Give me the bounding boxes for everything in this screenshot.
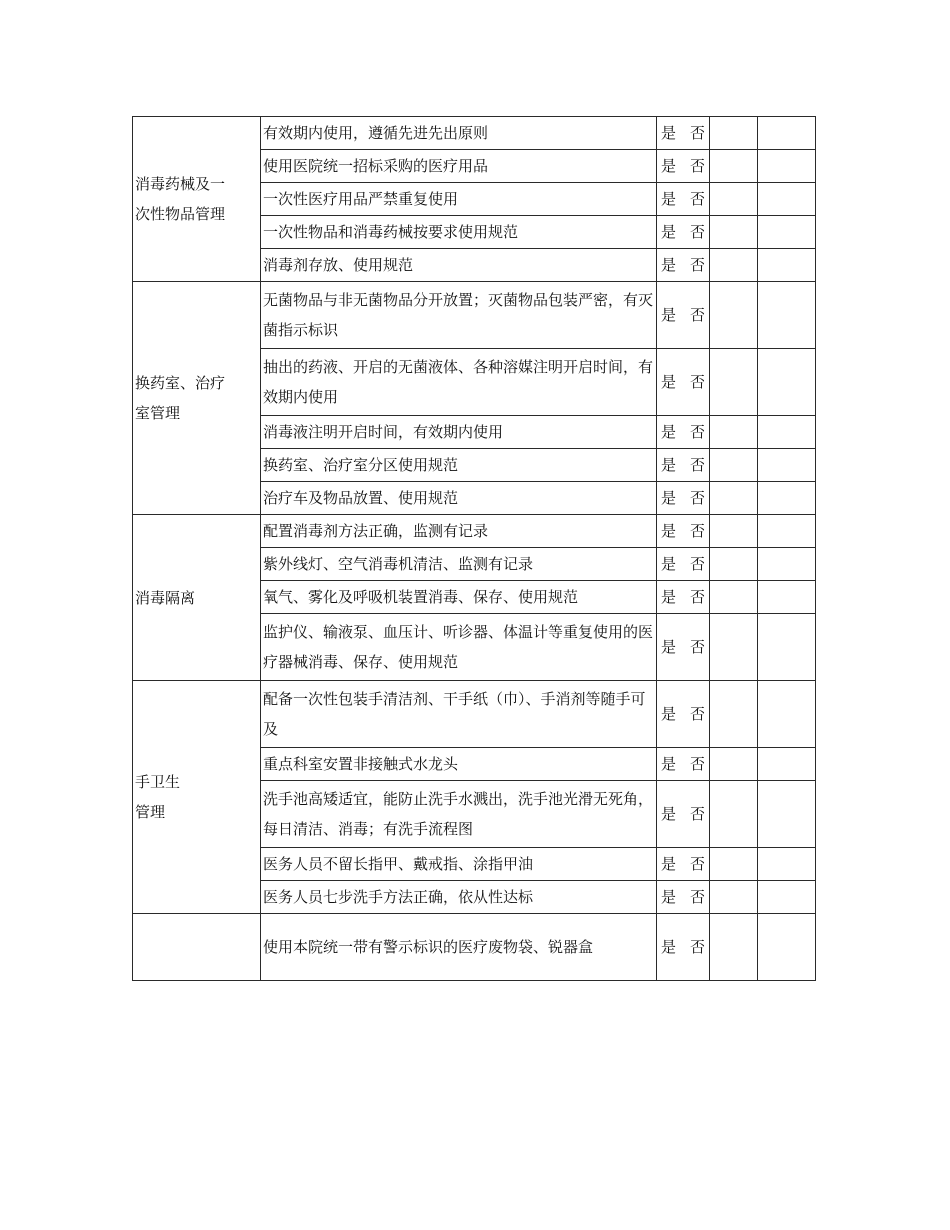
yes-option[interactable]: 是 [660,755,676,773]
remark-cell[interactable] [758,781,816,848]
yes-option[interactable]: 是 [660,522,676,540]
no-option[interactable]: 否 [690,705,706,723]
yes-no-cell [657,581,710,614]
yes-option[interactable]: 是 [660,373,676,391]
yes-no-cell [657,150,710,183]
table-row [133,681,816,748]
remark-cell[interactable] [758,117,816,150]
no-option[interactable]: 否 [690,306,706,324]
score-cell[interactable] [710,848,758,881]
category-label-line: 管理 [135,803,166,821]
item-text: 洗手池高矮适宜，能防止洗手水溅出，洗手池光滑无死角，每日清洁、消毒；有洗手流程图 [261,781,657,848]
score-cell[interactable] [710,349,758,416]
score-cell[interactable] [710,914,758,981]
yes-option[interactable]: 是 [660,638,676,656]
yes-no-cell [657,781,710,848]
item-text: 治疗车及物品放置、使用规范 [261,482,657,515]
table-row [133,117,816,150]
no-option[interactable]: 否 [690,755,706,773]
no-option[interactable]: 否 [690,522,706,540]
score-cell[interactable] [710,515,758,548]
remark-cell[interactable] [758,416,816,449]
yes-no-cell [657,848,710,881]
yes-option[interactable]: 是 [660,223,676,241]
item-text: 使用本院统一带有警示标识的医疗废物袋、锐器盒 [261,914,657,981]
yes-no-cell [657,614,710,681]
yes-option[interactable]: 是 [660,938,676,956]
score-cell[interactable] [710,581,758,614]
no-option[interactable]: 否 [690,223,706,241]
no-option[interactable]: 否 [690,256,706,274]
table-row [133,282,816,349]
yes-no-cell [657,216,710,249]
yes-no-cell [657,249,710,282]
score-cell[interactable] [710,216,758,249]
item-text: 一次性医疗用品严禁重复使用 [261,183,657,216]
remark-cell[interactable] [758,848,816,881]
score-cell[interactable] [710,183,758,216]
yes-option[interactable]: 是 [660,705,676,723]
yes-no-cell [657,515,710,548]
category-cell [133,117,261,282]
remark-cell[interactable] [758,249,816,282]
no-option[interactable]: 否 [690,157,706,175]
remark-cell[interactable] [758,748,816,781]
category-label-line: 次性物品管理 [135,205,226,223]
yes-no-cell [657,282,710,349]
yes-no-cell [657,881,710,914]
yes-option[interactable]: 是 [660,805,676,823]
yes-option[interactable]: 是 [660,588,676,606]
yes-option[interactable]: 是 [660,489,676,507]
category-cell [133,515,261,681]
remark-cell[interactable] [758,548,816,581]
score-cell[interactable] [710,548,758,581]
no-option[interactable]: 否 [690,805,706,823]
table-row [133,515,816,548]
item-text: 一次性物品和消毒药械按要求使用规范 [261,216,657,249]
item-text: 换药室、治疗室分区使用规范 [261,449,657,482]
yes-option[interactable]: 是 [660,423,676,441]
category-label-line: 消毒药械及一 [135,175,226,193]
item-text: 消毒剂存放、使用规范 [261,249,657,282]
category-label-line: 室管理 [135,404,181,422]
yes-option[interactable]: 是 [660,157,676,175]
category-cell [133,681,261,914]
remark-cell[interactable] [758,581,816,614]
remark-cell[interactable] [758,216,816,249]
no-option[interactable]: 否 [690,456,706,474]
no-option[interactable]: 否 [690,638,706,656]
yes-no-cell [657,449,710,482]
score-cell[interactable] [710,117,758,150]
yes-no-cell [657,548,710,581]
yes-option[interactable]: 是 [660,256,676,274]
remark-cell[interactable] [758,449,816,482]
yes-option[interactable]: 是 [660,855,676,873]
score-cell[interactable] [710,449,758,482]
score-cell[interactable] [710,249,758,282]
no-option[interactable]: 否 [690,423,706,441]
remark-cell[interactable] [758,150,816,183]
item-text: 监护仪、输液泵、血压计、听诊器、体温计等重复使用的医疗器械消毒、保存、使用规范 [261,614,657,681]
inspection-checklist-table [132,116,816,981]
category-label-line: 手卫生 [135,773,181,791]
item-text: 使用医院统一招标采购的医疗用品 [261,150,657,183]
no-option[interactable]: 否 [690,938,706,956]
item-text: 消毒液注明开启时间，有效期内使用 [261,416,657,449]
score-cell[interactable] [710,614,758,681]
no-option[interactable]: 否 [690,555,706,573]
yes-no-cell [657,482,710,515]
yes-option[interactable]: 是 [660,888,676,906]
score-cell[interactable] [710,150,758,183]
score-cell[interactable] [710,482,758,515]
no-option[interactable]: 否 [690,190,706,208]
no-option[interactable]: 否 [690,373,706,391]
yes-no-cell [657,183,710,216]
no-option[interactable]: 否 [690,888,706,906]
yes-no-cell [657,416,710,449]
no-option[interactable]: 否 [690,855,706,873]
score-cell[interactable] [710,748,758,781]
yes-no-cell [657,117,710,150]
item-text: 无菌物品与非无菌物品分开放置；灭菌物品包装严密，有灭菌指示标识 [261,282,657,349]
item-text: 有效期内使用，遵循先进先出原则 [261,117,657,150]
item-text: 紫外线灯、空气消毒机清洁、监测有记录 [261,548,657,581]
category-label-line: 消毒隔离 [135,588,196,607]
item-text: 重点科室安置非接触式水龙头 [261,748,657,781]
item-text: 医务人员七步洗手方法正确，依从性达标 [261,881,657,914]
score-cell[interactable] [710,881,758,914]
no-option[interactable]: 否 [690,489,706,507]
item-text: 氧气、雾化及呼吸机装置消毒、保存、使用规范 [261,581,657,614]
yes-option[interactable]: 是 [660,555,676,573]
category-cell [133,914,261,981]
no-option[interactable]: 否 [690,124,706,142]
item-text: 医务人员不留长指甲、戴戒指、涂指甲油 [261,848,657,881]
remark-cell[interactable] [758,183,816,216]
yes-no-cell [657,681,710,748]
no-option[interactable]: 否 [690,588,706,606]
item-text: 抽出的药液、开启的无菌液体、各种溶媒注明开启时间，有效期内使用 [261,349,657,416]
remark-cell[interactable] [758,282,816,349]
yes-option[interactable]: 是 [660,456,676,474]
category-label-line: 换药室、治疗 [135,374,226,392]
remark-cell[interactable] [758,515,816,548]
remark-cell[interactable] [758,349,816,416]
remark-cell[interactable] [758,614,816,681]
remark-cell[interactable] [758,881,816,914]
yes-option[interactable]: 是 [660,124,676,142]
score-cell[interactable] [710,282,758,349]
category-cell [133,282,261,515]
yes-option[interactable]: 是 [660,190,676,208]
item-text: 配置消毒剂方法正确，监测有记录 [261,515,657,548]
yes-no-cell [657,748,710,781]
item-text: 配备一次性包装手清洁剂、干手纸（巾）、手消剂等随手可及 [261,681,657,748]
remark-cell[interactable] [758,914,816,981]
remark-cell[interactable] [758,681,816,748]
yes-option[interactable]: 是 [660,306,676,324]
yes-no-cell [657,349,710,416]
remark-cell[interactable] [758,482,816,515]
score-cell[interactable] [710,681,758,748]
table-row [133,914,816,981]
score-cell[interactable] [710,416,758,449]
yes-no-cell [657,914,710,981]
score-cell[interactable] [710,781,758,848]
